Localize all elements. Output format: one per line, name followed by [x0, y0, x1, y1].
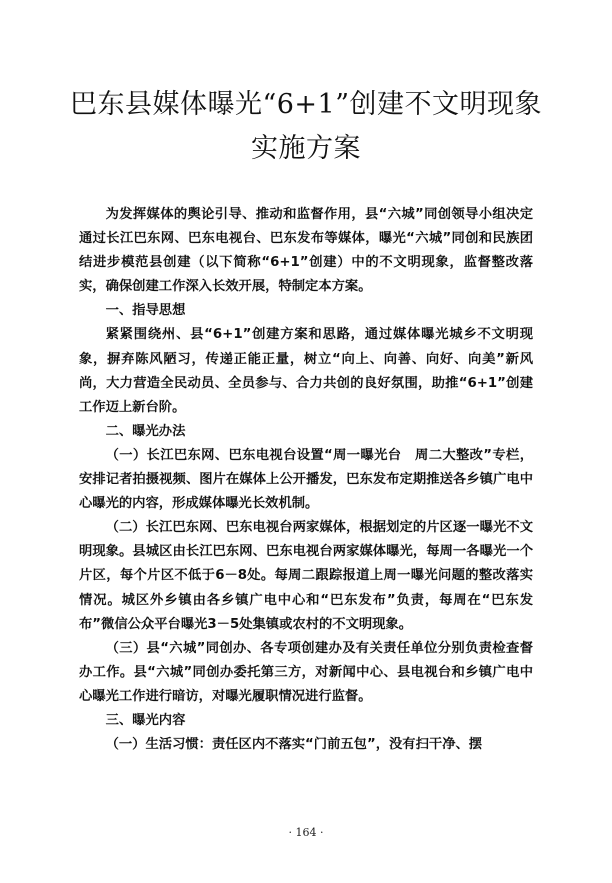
page-number: · 164 ·	[288, 826, 324, 839]
exposure-content-1: （一）生活习惯：责任区内不落实“门前五包”，没有扫干净、摆	[105, 737, 483, 753]
document-title-line-2: 实施方案	[251, 133, 361, 164]
section-heading-exposure-content: 三、曝光内容	[105, 712, 186, 728]
guiding-ideology-paragraph: 紧紧围绕州、县“6+1”创建方案和思路，通过媒体曝光城乡不文明现象，摒弃陈风陋习，传递正能正量，树立“向上、向善、向好、向美”新风尚，大力营造全民动员、全员参与、合力共创的良好氛围，助推“6+1”创建工作迈上新台阶。	[79, 327, 533, 415]
document-title-line-1: 巴东县媒体曝光“6+1”创建不文明现象	[69, 89, 543, 120]
exposure-method-2: （二）长江巴东网、巴东电视台两家媒体，根据划定的片区逐一曝光不文明现象。县城区由长江巴东网、巴东电视台两家媒体曝光，每周一各曝光一个片区，每个片区不低于6－8处。每周二跟踪报道上周一曝光问题的整改落实情况。城区外乡镇由各乡镇广电中心和“巴东发布”负责，每周在“巴东发布”微信公众平台曝光3－5处集镇或农村的不文明现象。	[79, 520, 533, 632]
section-heading-exposure-methods: 二、曝光办法	[105, 423, 186, 439]
exposure-method-1: （一）长江巴东网、巴东电视台设置“周一曝光台 周二大整改”专栏，安排记者拍摄视频、图片在媒体上公开播发，巴东发布定期推送各乡镇广电中心曝光的内容，形成媒体曝光长效机制。	[79, 447, 533, 512]
intro-paragraph: 为发挥媒体的舆论引导、推动和监督作用，县“六城”同创领导小组决定通过长江巴东网、巴东电视台、巴东发布等媒体，曝光“六城”同创和民族团结进步模范县创建（以下简称“6+1”创建）中的不文明现象，监督整改落实，确保创建工作深入长效开展，特制定本方案。	[79, 207, 533, 295]
document-body	[79, 203, 533, 757]
exposure-method-3: （三）县“六城”同创办、各专项创建办及有关责任单位分别负责检查督办工作。县“六城”同创办委托第三方，对新闻中心、县电视台和乡镇广电中心曝光工作进行暗访，对曝光履职情况进行监督。	[79, 640, 533, 704]
section-heading-guiding-ideology: 一、指导思想	[105, 303, 186, 319]
